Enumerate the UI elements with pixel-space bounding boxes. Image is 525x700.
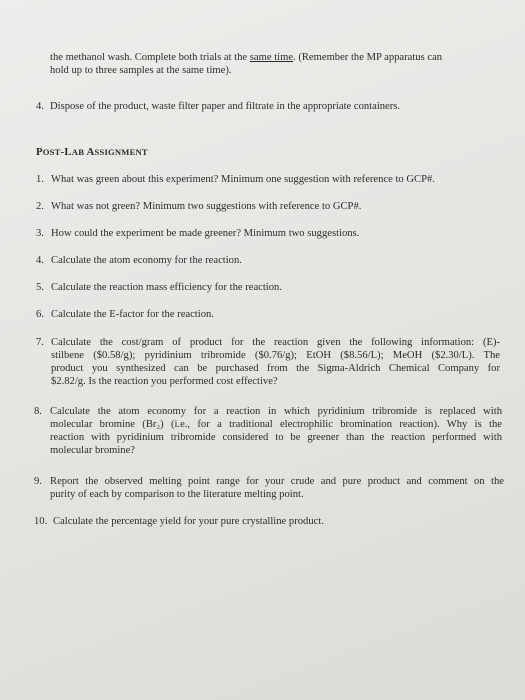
continuation-line-2: hold up to three samples at the same time). (50, 65, 232, 76)
question-text: How could the experiment be made greener? Minimum two suggestions. (51, 228, 360, 239)
continuation-text-end: . (Remember the MP apparatus can (293, 52, 443, 63)
prelab-item-text: Dispose of the product, waste filter paper and filtrate in the appropriate containers. (50, 101, 401, 112)
question-number: 10. (34, 516, 48, 527)
question-text-line: Calculate the atom economy for a reaction in which pyridinium tribromide is replaced with (50, 406, 502, 417)
question-text-line: $2.82/g. Is the reaction you performed cost effective? (51, 376, 278, 387)
question-number: 4. (36, 255, 44, 266)
heading-smallcaps: AB (71, 147, 87, 157)
heading-cap: L (64, 146, 72, 158)
question-number: 5. (36, 282, 44, 293)
question-text: Calculate the E-factor for the reaction. (51, 309, 214, 320)
question-text-line: product you synthesized can be purchased from the Sigma-Aldrich Chemical Company for (51, 363, 500, 374)
question-number: 2. (36, 201, 44, 212)
question-text-line: molecular bromine? (50, 445, 136, 456)
question-number: 8. (34, 406, 42, 417)
heading-smallcaps: SSIGNMENT (94, 147, 148, 157)
question-number: 7. (36, 337, 44, 348)
question-text-line: molecular bromine (Br₂) (i.e., for a traditional electrophilic bromination reaction). Why is the (50, 419, 502, 430)
question-text-line: Report the observed melting point range for your crude and pure product and comment on the (50, 476, 504, 487)
question-number: 1. (36, 174, 44, 185)
continuation-text: the methanol wash. Complete both trials at the (50, 52, 250, 63)
question-number: 3. (36, 228, 44, 239)
question-text: Calculate the percentage yield for your pure crystalline product. (53, 516, 324, 527)
heading-dash: - (60, 146, 65, 158)
question-text-line: purity of each by comparison to the literature melting point. (50, 489, 304, 500)
question-text-line: Calculate the cost/gram of product for the reaction given the following information: (E)- (51, 337, 500, 348)
question-text: What was green about this experiment? Minimum one suggestion with reference to GCP#. (51, 174, 435, 185)
question-text: Calculate the reaction mass efficiency for the reaction. (51, 282, 282, 293)
heading-cap: P (36, 146, 43, 158)
question-text: What was not green? Minimum two suggestions with reference to GCP#. (51, 201, 362, 212)
heading-cap: A (86, 146, 95, 158)
question-number: 6. (36, 309, 44, 320)
question-number: 9. (34, 476, 42, 487)
underlined-text: same time (249, 52, 294, 63)
question-text-line: stilbene ($0.58/g); pyridinium tribromide ($0.76/g); EtOH ($8.56/L); MeOH ($2.30/L). The (51, 350, 500, 361)
prelab-item-number: 4. (36, 101, 44, 112)
post-lab-heading (36, 146, 148, 158)
heading-smallcaps: OST (42, 147, 61, 157)
question-text: Calculate the atom economy for the reaction. (51, 255, 242, 266)
question-text-line: reaction with pyridinium tribromide considered to be greener than the reaction performed with (50, 432, 502, 443)
continuation-line-1 (50, 52, 442, 65)
